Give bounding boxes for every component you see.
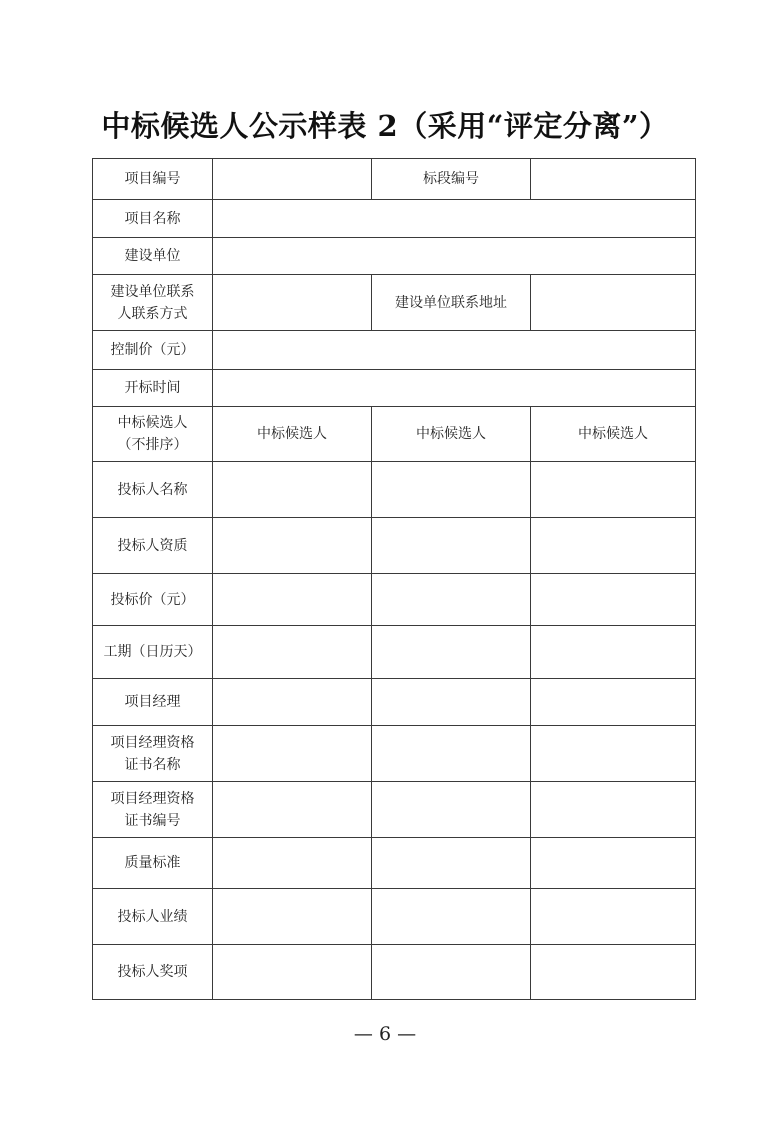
label-bid-price: 投标价（元） (93, 574, 213, 626)
candidate-column-header-1: 中标候选人 (213, 407, 372, 462)
row-project-name (93, 200, 696, 238)
cell-bidder-qualification-3[interactable] (531, 518, 696, 574)
cell-pm-cert-number-1[interactable] (213, 782, 372, 838)
candidate-column-header-3: 中标候选人 (531, 407, 696, 462)
cell-pm-cert-name-1[interactable] (213, 726, 372, 782)
label-owner-unit: 建设单位 (93, 238, 213, 275)
cell-bidder-awards-2[interactable] (372, 945, 531, 1000)
row-control-price (93, 331, 696, 370)
cell-project-manager-2[interactable] (372, 679, 531, 726)
label-quality-standard: 质量标准 (93, 838, 213, 889)
cell-bidder-name-1[interactable] (213, 462, 372, 518)
row-owner-unit (93, 238, 696, 275)
value-owner-address[interactable] (531, 275, 696, 331)
cell-bidder-name-3[interactable] (531, 462, 696, 518)
page-number: — 6 — (353, 1023, 417, 1045)
cell-pm-cert-name-2[interactable] (372, 726, 531, 782)
table-row (93, 518, 696, 574)
table-row (93, 945, 696, 1000)
cell-duration-3[interactable] (531, 626, 696, 679)
table-row (93, 679, 696, 726)
cell-pm-cert-number-3[interactable] (531, 782, 696, 838)
cell-bid-price-2[interactable] (372, 574, 531, 626)
label-section-code: 标段编号 (372, 159, 531, 200)
cell-bid-price-3[interactable] (531, 574, 696, 626)
label-bidder-performance: 投标人业绩 (93, 889, 213, 945)
label-candidate-unranked: 中标候选人 （不排序） (93, 407, 213, 462)
cell-quality-standard-1[interactable] (213, 838, 372, 889)
table-row (93, 782, 696, 838)
cell-bidder-qualification-2[interactable] (372, 518, 531, 574)
cell-pm-cert-number-2[interactable] (372, 782, 531, 838)
row-candidate-header (93, 407, 696, 462)
label-bidder-awards: 投标人奖项 (93, 945, 213, 1000)
label-control-price: 控制价（元） (93, 331, 213, 370)
candidate-form-table (92, 158, 696, 1000)
cell-bidder-awards-1[interactable] (213, 945, 372, 1000)
row-bid-open-time (93, 370, 696, 407)
table-row (93, 726, 696, 782)
cell-bidder-performance-1[interactable] (213, 889, 372, 945)
value-control-price[interactable] (213, 331, 696, 370)
label-project-name: 项目名称 (93, 200, 213, 238)
cell-project-manager-3[interactable] (531, 679, 696, 726)
cell-pm-cert-name-3[interactable] (531, 726, 696, 782)
table-row (93, 889, 696, 945)
form-title: 中标候选人公示样表 2（采用“评定分离”） (101, 109, 669, 143)
label-owner-contact: 建设单位联系 人联系方式 (93, 275, 213, 331)
label-pm-cert-number: 项目经理资格 证书编号 (93, 782, 213, 838)
label-project-code: 项目编号 (93, 159, 213, 200)
label-duration: 工期（日历天） (93, 626, 213, 679)
cell-bidder-name-2[interactable] (372, 462, 531, 518)
label-bidder-qualification: 投标人资质 (93, 518, 213, 574)
table-row (93, 838, 696, 889)
label-owner-address: 建设单位联系地址 (372, 275, 531, 331)
label-bid-open-time: 开标时间 (93, 370, 213, 407)
cell-duration-1[interactable] (213, 626, 372, 679)
value-project-name[interactable] (213, 200, 696, 238)
row-owner-contact (93, 275, 696, 331)
cell-bidder-awards-3[interactable] (531, 945, 696, 1000)
cell-quality-standard-2[interactable] (372, 838, 531, 889)
table-row (93, 574, 696, 626)
value-section-code[interactable] (531, 159, 696, 200)
row-project-code (93, 159, 696, 200)
value-bid-open-time[interactable] (213, 370, 696, 407)
value-owner-contact[interactable] (213, 275, 372, 331)
label-bidder-name: 投标人名称 (93, 462, 213, 518)
cell-quality-standard-3[interactable] (531, 838, 696, 889)
cell-project-manager-1[interactable] (213, 679, 372, 726)
cell-bidder-qualification-1[interactable] (213, 518, 372, 574)
value-project-code[interactable] (213, 159, 372, 200)
label-project-manager: 项目经理 (93, 679, 213, 726)
candidate-column-header-2: 中标候选人 (372, 407, 531, 462)
cell-duration-2[interactable] (372, 626, 531, 679)
table-row (93, 626, 696, 679)
cell-bid-price-1[interactable] (213, 574, 372, 626)
value-owner-unit[interactable] (213, 238, 696, 275)
label-pm-cert-name: 项目经理资格 证书名称 (93, 726, 213, 782)
cell-bidder-performance-3[interactable] (531, 889, 696, 945)
table-row (93, 462, 696, 518)
cell-bidder-performance-2[interactable] (372, 889, 531, 945)
